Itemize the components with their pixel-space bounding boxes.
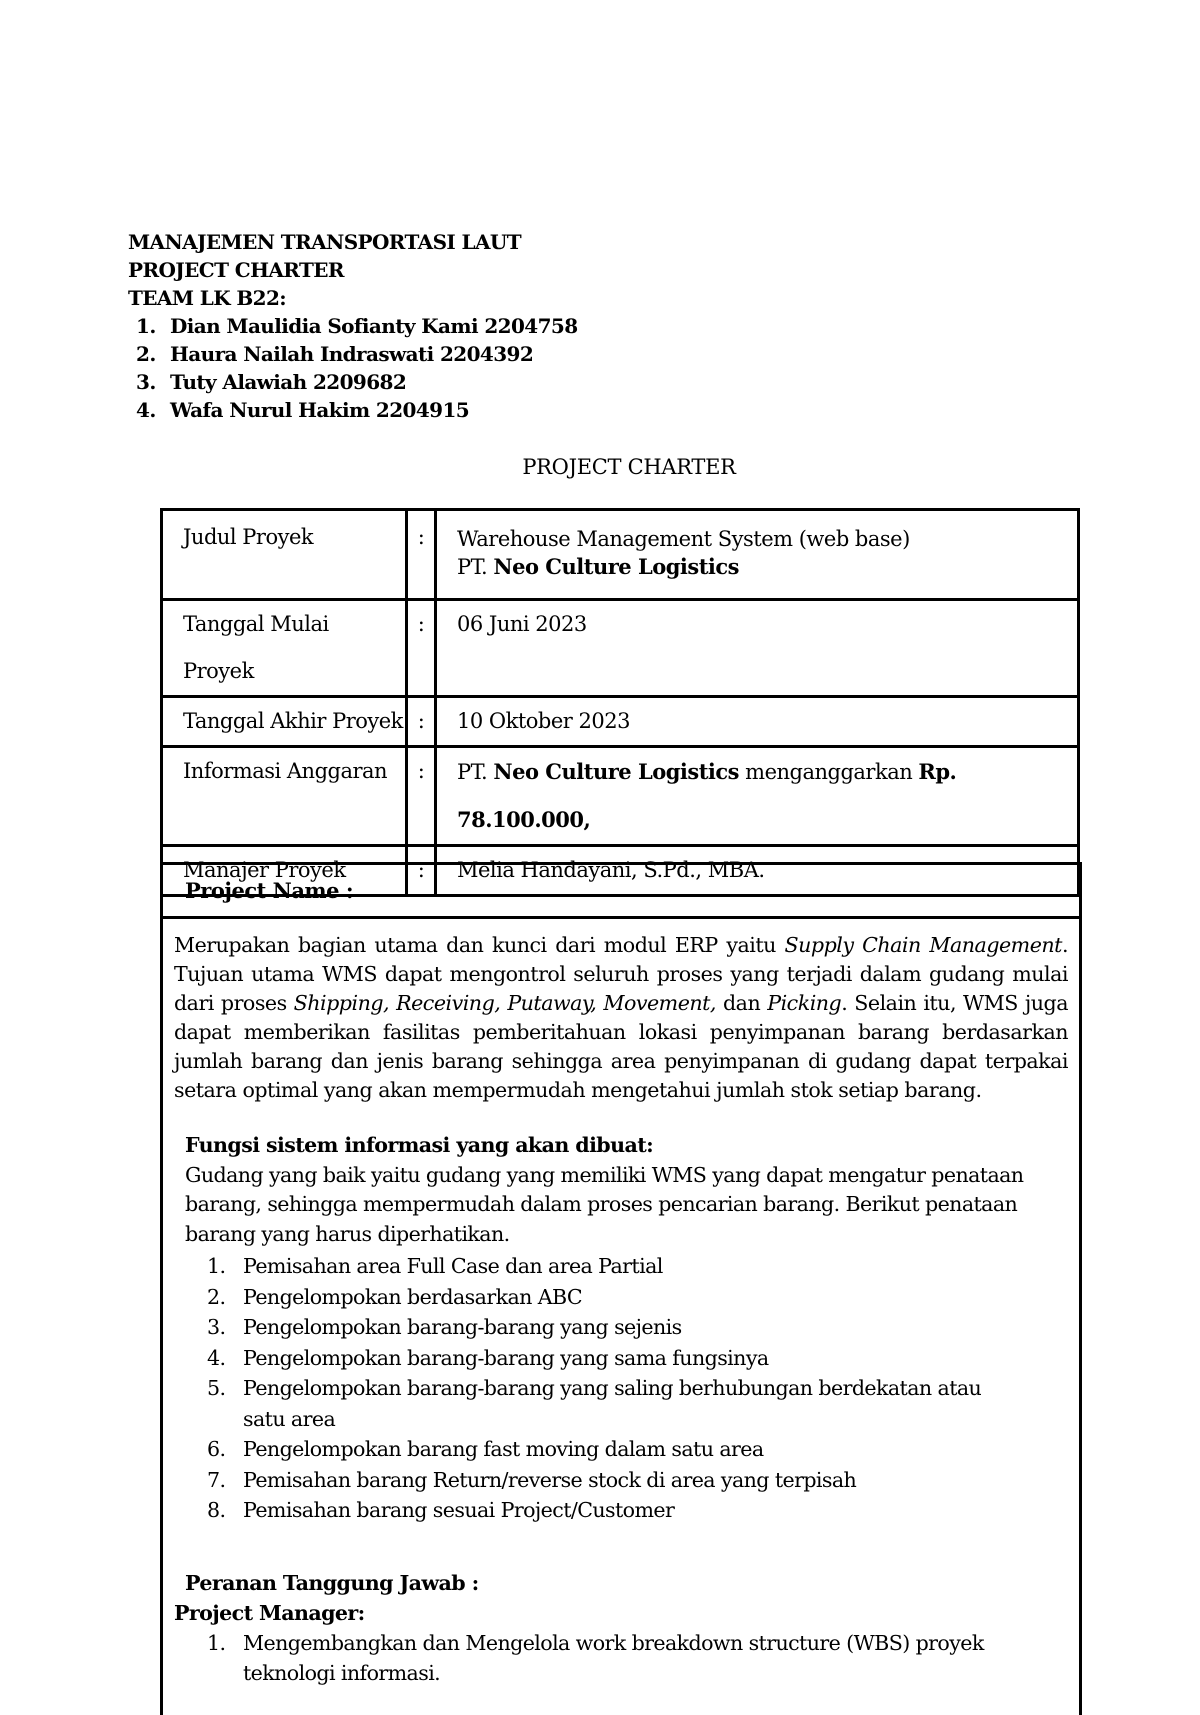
fungsi-text: Gudang yang baik yaitu gudang yang memiliki WMS yang dapat mengatur penataan barang, sehingga mempermudah dalam proses pencarian barang. Berikut penataan barang yang harus diperhatikan. xyxy=(185,1162,1024,1246)
page-title: PROJECT CHARTER xyxy=(522,455,736,479)
colon: : xyxy=(407,747,436,846)
pm-heading: Project Manager: xyxy=(174,1601,365,1625)
list-item: 8. Pemisahan barang sesuai Project/Customer xyxy=(207,1498,675,1522)
fungsi-section xyxy=(185,1131,1065,1526)
project-description: Merupakan bagian utama dan kunci dari modul ERP yaitu Supply Chain Management. Tujuan utama WMS dapat mengontrol seluruh proses yang terjadi dalam gudang mulai dari proses Shipping, Receiving, Putaway, Movement, dan Picking. Selain itu, WMS juga dapat memberikan fasilitas pemberitahuan lokasi penyimpanan barang berdasarkan jumlah barang dan jenis barang sehingga area penyimpanan di gudang dapat terpakai setara optimal yang akan mempermudah mengetahui jumlah stok setiap barang. xyxy=(174,933,1068,1102)
label-judul: Judul Proyek xyxy=(162,510,407,600)
list-item: 1. Mengembangkan dan Mengelola work breakdown structure (WBS) proyek teknologi informasi. xyxy=(207,1631,984,1685)
pm-list xyxy=(174,1628,1064,1688)
fungsi-heading: Fungsi sistem informasi yang akan dibuat: xyxy=(185,1133,654,1157)
table-row xyxy=(162,600,1079,697)
label-akhir: Tanggal Akhir Proyek xyxy=(162,697,407,747)
fungsi-list xyxy=(185,1251,1065,1526)
course-title: MANAJEMEN TRANSPORTASI LAUT xyxy=(128,230,522,254)
colon: : xyxy=(407,510,436,600)
doc-type: PROJECT CHARTER xyxy=(128,258,344,282)
colon: : xyxy=(407,846,436,896)
label-mulai: Tanggal Mulai Proyek xyxy=(162,600,407,697)
list-item: 2. Pengelompokan berdasarkan ABC xyxy=(207,1284,583,1309)
value-judul: Warehouse Management System (web base) PT. Neo Culture Logistics xyxy=(436,510,1079,600)
team-member: 3. Tuty Alawiah 2209682 xyxy=(136,370,407,394)
value-manajer: Melia Handayani, S.Pd., MBA. xyxy=(436,846,1079,896)
list-item: 4. Pengelompokan barang-barang yang sama fungsinya xyxy=(207,1345,769,1370)
project-manager-section xyxy=(174,1598,1064,1688)
team-member: 2. Haura Nailah Indraswati 2204392 xyxy=(136,342,534,366)
table-row xyxy=(162,697,1079,747)
table-row xyxy=(162,510,1079,600)
colon: : xyxy=(407,600,436,697)
label-anggaran: Informasi Anggaran xyxy=(162,747,407,846)
value-mulai: 06 Juni 2023 xyxy=(436,600,1079,697)
document-header xyxy=(128,228,578,424)
team-member: 1. Dian Maulidia Sofianty Kami 2204758 xyxy=(136,314,578,338)
project-name-box xyxy=(160,862,1082,1715)
list-item: 5. Pengelompokan barang-barang yang saling berhubungan berdekatan atau satu area xyxy=(207,1376,982,1431)
list-item: 6. Pengelompokan barang fast moving dalam satu area xyxy=(207,1437,764,1461)
list-item: 3. Pengelompokan barang-barang yang sejenis xyxy=(207,1315,682,1339)
project-name-heading: Project Name : xyxy=(163,865,1079,919)
list-item: 1. Pemisahan area Full Case dan area Partial xyxy=(207,1254,663,1278)
colon: : xyxy=(407,697,436,747)
label-manajer: Manajer Proyek xyxy=(162,846,407,896)
value-akhir: 10 Oktober 2023 xyxy=(436,697,1079,747)
table-row xyxy=(162,747,1079,846)
list-item: 7. Pemisahan barang Return/reverse stock di area yang terpisah xyxy=(207,1467,857,1492)
team-label: TEAM LK B22: xyxy=(128,286,287,310)
project-info-table xyxy=(160,508,1080,897)
team-members-list xyxy=(128,312,578,424)
peranan-heading: Peranan Tanggung Jawab : xyxy=(185,1571,479,1595)
value-anggaran: PT. Neo Culture Logistics menganggarkan Rp. 78.100.000, xyxy=(436,747,1079,846)
team-member: 4. Wafa Nurul Hakim 2204915 xyxy=(136,398,470,422)
